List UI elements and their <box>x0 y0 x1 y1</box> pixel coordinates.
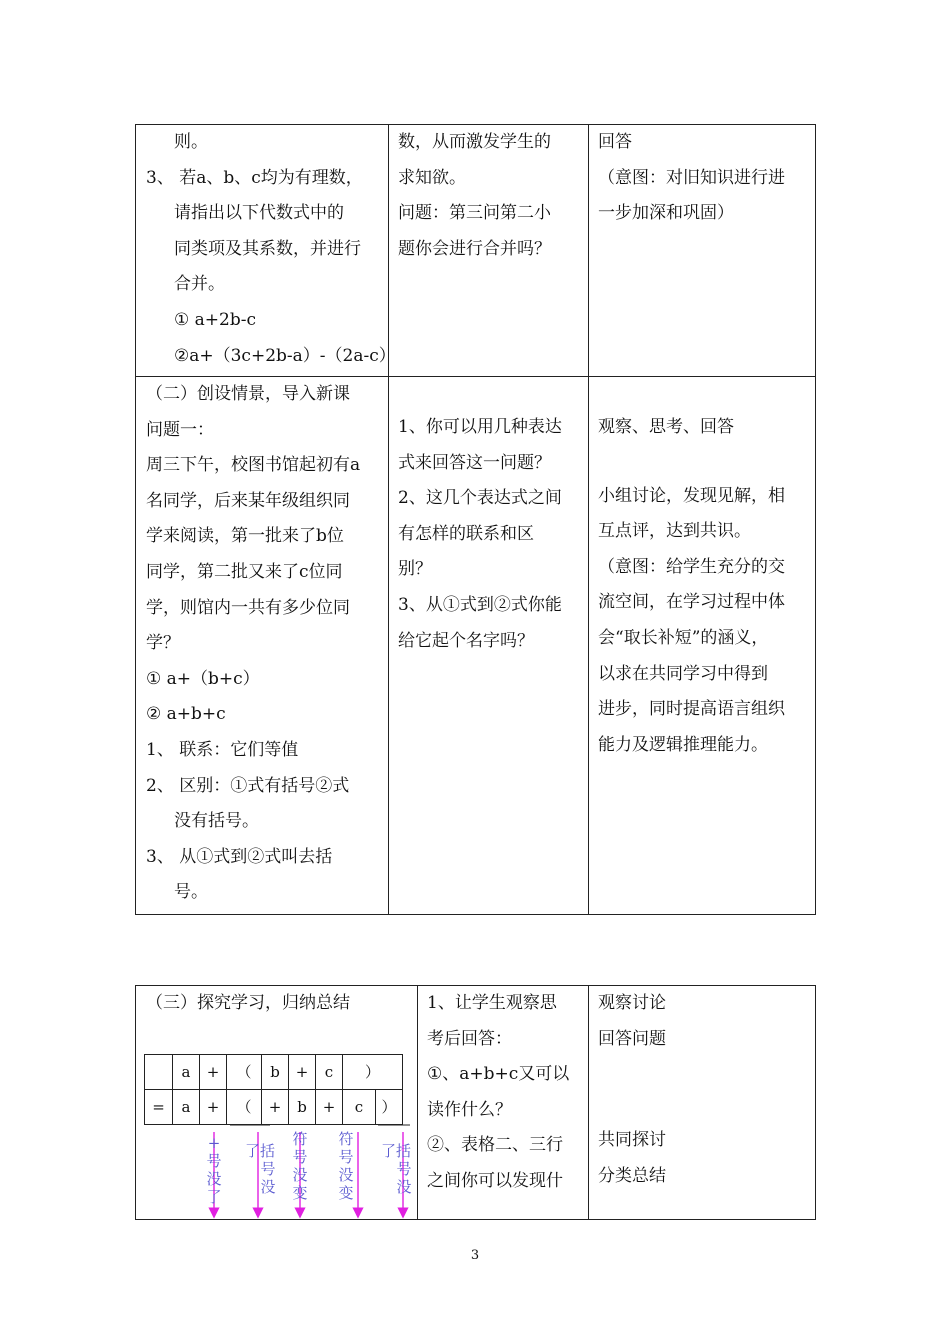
grid-cell: c <box>316 1055 343 1090</box>
text-line: ①、a+b+c又可以 <box>427 1064 570 1085</box>
text-line: 互点评，达到共识。 <box>598 521 751 542</box>
section-title: （三）探究学习，归纳总结 <box>146 993 350 1013</box>
grid-cell: + <box>200 1090 227 1125</box>
text-line: 有怎样的联系和区 <box>398 523 534 544</box>
page-number: 3 <box>470 1248 480 1263</box>
spacer <box>598 377 807 410</box>
annotation-label: 符 号 没 变 <box>292 1130 308 1202</box>
table-cell <box>589 377 816 915</box>
text-line: 回答问题 <box>598 1028 666 1049</box>
text-line: 学，则馆内一共有多少位同 <box>146 597 350 618</box>
spacer <box>598 1057 807 1090</box>
table-row <box>136 377 816 915</box>
grid-cell: ） <box>343 1055 403 1090</box>
text-line: （意图：对旧知识进行进 <box>598 167 785 188</box>
text-line: 2、这几个表达式之间 <box>398 488 562 509</box>
grid-cell: （ <box>227 1090 262 1125</box>
table-cell <box>389 125 589 377</box>
annotation-label: 了括 号 没 <box>380 1142 412 1196</box>
text-line: 问题一： <box>146 419 214 440</box>
text-line: ②、表格二、三行 <box>427 1135 563 1156</box>
text-line: 名同学，后来某年级组织同 <box>146 490 350 511</box>
lesson-table-1 <box>135 124 816 915</box>
text-line: 观察、思考、回答 <box>598 417 734 437</box>
grid-cell: + <box>289 1055 316 1090</box>
expression-grid-row-1 <box>144 1054 403 1090</box>
text-line: ① a+2b-c <box>174 309 256 330</box>
annotation-label: + 号 没 了 <box>206 1134 222 1206</box>
text-line: 问题：第三问第二小 <box>398 203 551 224</box>
expression-grid-row-2 <box>144 1089 403 1125</box>
text-line: 同类项及其系数，并进行 <box>174 238 361 259</box>
text-line: 号。 <box>174 882 208 903</box>
text-line: 考后回答： <box>427 1028 512 1049</box>
text-line: 小组讨论，发现见解，相 <box>598 485 785 506</box>
table-row <box>136 125 816 377</box>
grid-cell: + <box>200 1055 227 1090</box>
table-cell <box>589 125 816 377</box>
text-line: 3、从①式到②式你能 <box>398 594 562 615</box>
text-line: ② a+b+c <box>146 704 226 725</box>
grid-cell: + <box>316 1090 343 1125</box>
grid-cell: b <box>262 1055 289 1090</box>
grid-cell: + <box>262 1090 289 1125</box>
text-line: 回答 <box>598 132 632 152</box>
grid-cell: c <box>343 1090 376 1125</box>
text-line: 进步，同时提高语言组织 <box>598 699 785 720</box>
annotation-label: 了括 号 没 <box>244 1142 276 1196</box>
grid-cell: a <box>173 1090 200 1125</box>
text-line: 数，从而激发学生的 <box>398 132 551 152</box>
text-line: 3、 从①式到②式叫去括 <box>146 846 333 867</box>
grid-cell: （ <box>227 1055 262 1090</box>
text-line: 流空间，在学习过程中体 <box>598 592 785 613</box>
text-line: ②a+（3c+2b-a）-（2a-c） <box>174 345 396 366</box>
text-line: 求知欲。 <box>398 167 466 188</box>
text-line: 观察讨论 <box>598 993 666 1013</box>
text-line: 学来阅读，第一批来了b位 <box>146 526 344 547</box>
text-line: 式来回答这一问题？ <box>398 452 551 473</box>
table-cell <box>136 125 396 377</box>
text-line: 2、 区别：①式有括号②式 <box>146 775 350 796</box>
text-line: 周三下午，校图书馆起初有a <box>146 455 361 476</box>
text-line: 以求在共同学习中得到 <box>598 663 768 684</box>
text-line: 1、 联系：它们等值 <box>146 739 299 760</box>
grid-cell: = <box>145 1090 173 1125</box>
text-line: 会“取长补短”的涵义， <box>598 627 769 648</box>
table-cell <box>389 377 589 915</box>
text-line: 1、让学生观察思 <box>427 993 557 1013</box>
spacer <box>598 1090 807 1123</box>
text-line: 1、你可以用几种表达 <box>398 417 562 437</box>
text-line: 给它起个名字吗？ <box>398 630 534 651</box>
text-line: 没有括号。 <box>174 811 259 832</box>
text-line: （意图：给学生充分的交 <box>598 556 785 577</box>
spacer <box>598 446 807 479</box>
text-line: 分类总结 <box>598 1165 666 1186</box>
spacer <box>398 377 580 410</box>
text-line: 则。 <box>174 132 208 152</box>
text-line: 学？ <box>146 633 180 654</box>
text-line: 同学，第二批又来了c位同 <box>146 561 343 582</box>
text-line: 一步加深和巩固） <box>598 203 734 224</box>
table-cell <box>136 377 389 915</box>
table-cell <box>589 986 816 1220</box>
text-line: 别？ <box>398 559 432 580</box>
grid-cell: a <box>173 1055 200 1090</box>
grid-cell: b <box>289 1090 316 1125</box>
text-line: 能力及逻辑推理能力。 <box>598 734 768 755</box>
text-line: ① a+（b+c） <box>146 668 260 689</box>
text-line: 合并。 <box>174 274 225 295</box>
grid-cell: ） <box>376 1090 403 1125</box>
grid-cell <box>145 1055 173 1090</box>
text-line: 读作什么？ <box>427 1099 512 1120</box>
annotation-label: 符 号 没 变 <box>338 1130 354 1202</box>
table-cell <box>418 986 589 1220</box>
text-line: 之间你可以发现什 <box>427 1170 563 1191</box>
text-line: 请指出以下代数式中的 <box>174 203 344 224</box>
text-line: 共同探讨 <box>598 1130 666 1151</box>
text-line: 3、 若a、b、c均为有理数， <box>146 167 363 188</box>
text-line: （二）创设情景，导入新课 <box>146 384 350 404</box>
text-line: 题你会进行合并吗？ <box>398 238 551 259</box>
